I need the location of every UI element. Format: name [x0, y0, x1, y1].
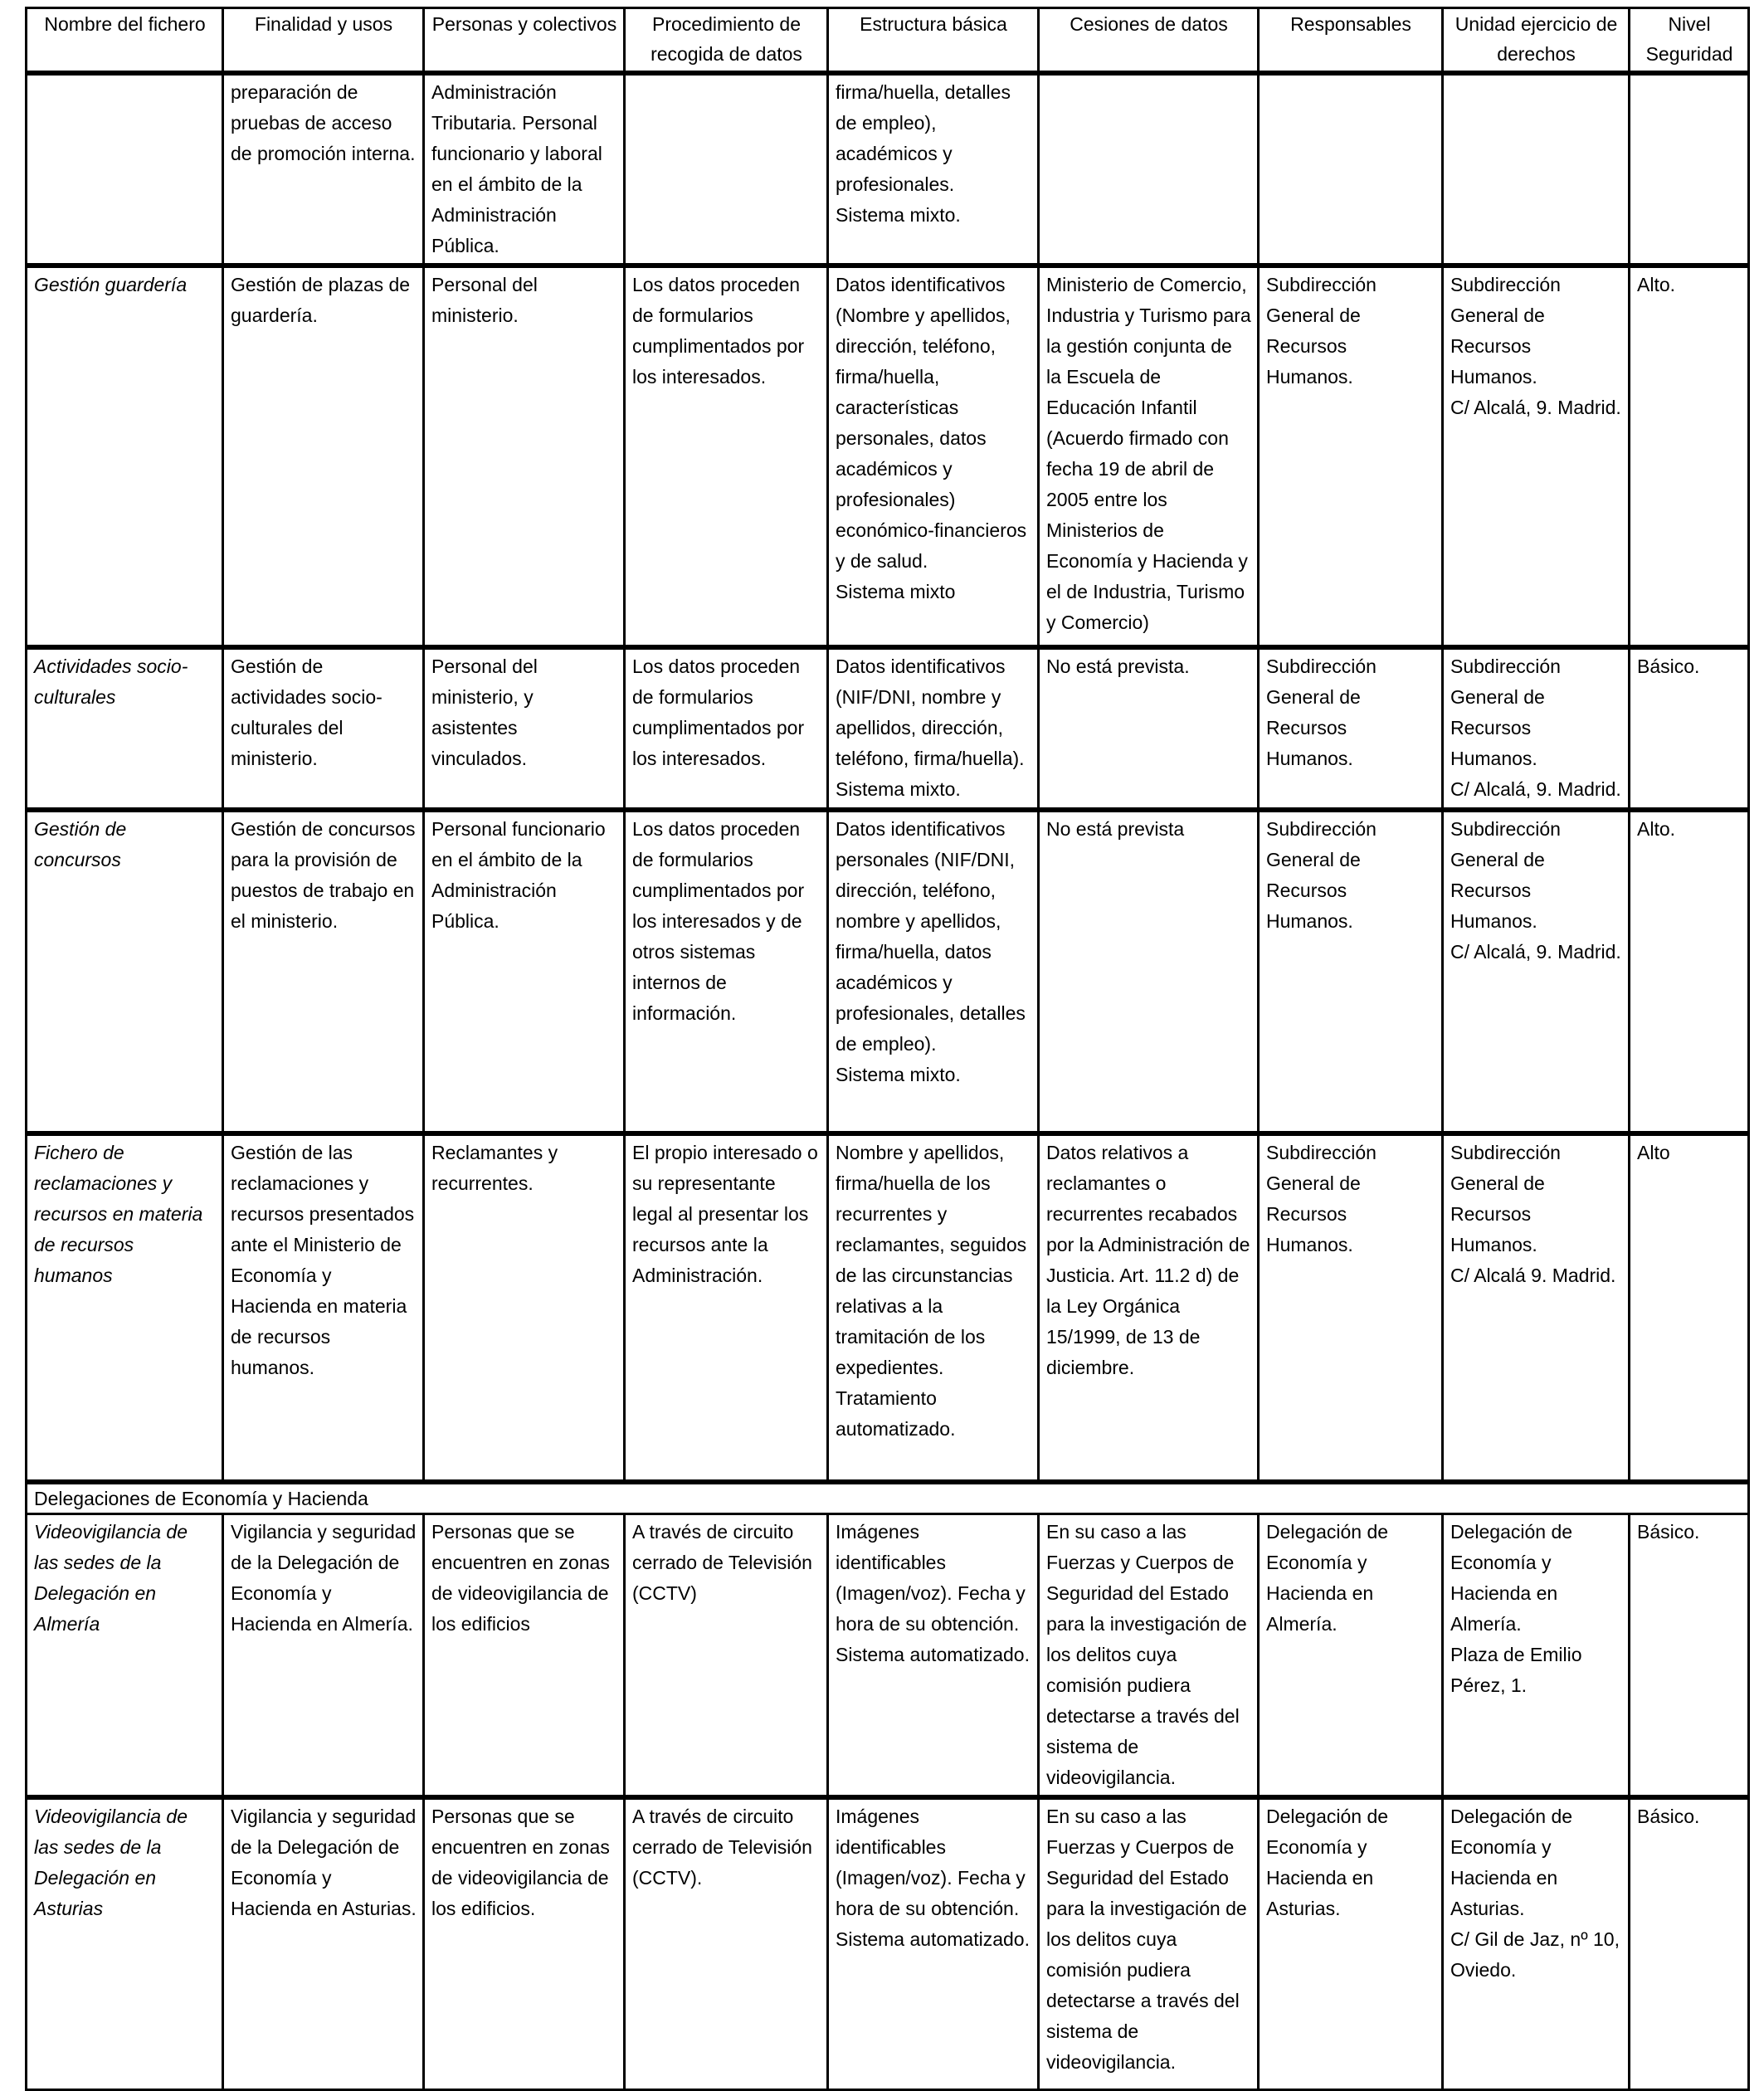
cell-text: Delegación de Economía y Hacienda en Asturias. C/ Gil de Jaz, nº 10, Oviedo.	[1450, 1806, 1620, 1981]
cell-text: Personas que se encuentren en zonas de videovigilancia de los edificios.	[431, 1806, 610, 1919]
header-procedimiento: Procedimiento de recogida de datos	[625, 8, 828, 74]
cell-text: Datos relativos a reclamantes o recurrentes recabados por la Administración de Justicia. Art. 11.2 d) de la Ley Orgánica 15/1999, de 13 de diciembre.	[1046, 1142, 1250, 1378]
cell-text: Ministerio de Comercio, Industria y Turismo para la gestión conjunta de la Escuela de Educación Infantil (Acuerdo firmado con fecha 19 de abril de 2005 entre los Ministerios de Economía y Hacienda y el de Industria, Turismo y Comercio)	[1046, 274, 1251, 633]
cell-text: Gestión de actividades socio-culturales del ministerio.	[231, 656, 383, 769]
cell-unidad	[1443, 266, 1630, 647]
table-row	[27, 1797, 1749, 2089]
cell-text: Videovigilancia de las sedes de la Delegación en Asturias	[34, 1806, 188, 1919]
cell-text: Subdirección General de Recursos Humanos.	[1266, 1142, 1377, 1255]
cell-procedimiento	[625, 266, 828, 647]
cell-text: Videovigilancia de las sedes de la Delegación en Almería	[34, 1521, 188, 1635]
cell-text: Datos identificativos (NIF/DNI, nombre y apellidos, dirección, teléfono, firma/huella). Sistema mixto.	[836, 656, 1025, 800]
table-row	[27, 1133, 1749, 1482]
cell-nombre	[27, 810, 223, 1133]
cell-text: No está prevista.	[1046, 656, 1190, 677]
cell-responsables	[1259, 266, 1443, 647]
cell-estructura	[828, 647, 1039, 810]
cell-procedimiento	[625, 73, 828, 266]
cell-text: preparación de pruebas de acceso de promoción interna.	[231, 81, 416, 164]
cell-nivel	[1630, 810, 1749, 1133]
cell-text: El propio interesado o su representante legal al presentar los recursos ante la Administración.	[632, 1142, 818, 1286]
cell-text: No está prevista	[1046, 818, 1185, 840]
cell-text: Los datos proceden de formularios cumplimentados por los interesados y de otros sistemas internos de información.	[632, 818, 805, 1024]
cell-procedimiento	[625, 810, 828, 1133]
cell-text: Imágenes identificables (Imagen/voz). Fecha y hora de su obtención. Sistema automatizado.	[836, 1806, 1030, 1950]
cell-nivel	[1630, 73, 1749, 266]
cell-responsables	[1259, 73, 1443, 266]
cell-text: firma/huella, detalles de empleo), académicos y profesionales. Sistema mixto.	[836, 81, 1011, 226]
cell-cesiones	[1039, 1514, 1259, 1798]
table-row	[27, 810, 1749, 1133]
cell-nombre	[27, 266, 223, 647]
header-finalidad: Finalidad y usos	[223, 8, 424, 74]
cell-procedimiento	[625, 647, 828, 810]
cell-text: Datos identificativos (Nombre y apellidos, dirección, teléfono, firma/huella, características personales, datos académicos y profesionales) económico-financieros y de salud. Sistema mixto	[836, 274, 1027, 602]
cell-responsables	[1259, 1797, 1443, 2089]
cell-text: Nombre y apellidos, firma/huella de los recurrentes y reclamantes, seguidos de las circunstancias relativas a la tramitación de los expedientes. Tratamiento automatizado.	[836, 1142, 1027, 1440]
cell-text: Datos identificativos personales (NIF/DNI, dirección, teléfono, nombre y apellidos, firma/huella, datos académicos y profesionales, detalles de empleo). Sistema mixto.	[836, 818, 1026, 1085]
cell-finalidad	[223, 1797, 424, 2089]
cell-finalidad	[223, 1133, 424, 1482]
cell-text: Personas que se encuentren en zonas de videovigilancia de los edificios	[431, 1521, 610, 1635]
table-row	[27, 73, 1749, 266]
cell-text: Subdirección General de Recursos Humanos.	[1266, 274, 1377, 387]
cell-text: Subdirección General de Recursos Humanos.	[1266, 656, 1377, 769]
table-row	[27, 1514, 1749, 1798]
cell-finalidad	[223, 810, 424, 1133]
cell-text: Gestión de plazas de guardería.	[231, 274, 411, 326]
cell-text: Fichero de reclamaciones y recursos en materia de recursos humanos	[34, 1142, 203, 1286]
cell-unidad	[1443, 1797, 1630, 2089]
cell-unidad	[1443, 647, 1630, 810]
cell-nombre	[27, 73, 223, 266]
cell-text: Básico.	[1637, 1521, 1700, 1543]
cell-text: Los datos proceden de formularios cumplimentados por los interesados.	[632, 656, 805, 769]
cell-text: Subdirección General de Recursos Humanos. C/ Alcalá, 9. Madrid.	[1450, 274, 1621, 418]
cell-text: Delegación de Economía y Hacienda en Almería. Plaza de Emilio Pérez, 1.	[1450, 1521, 1582, 1696]
cell-text: Subdirección General de Recursos Humanos. C/ Alcalá, 9. Madrid.	[1450, 656, 1621, 800]
cell-unidad	[1443, 1133, 1630, 1482]
cell-text: Alto	[1637, 1142, 1670, 1163]
cell-unidad	[1443, 73, 1630, 266]
cell-estructura	[828, 810, 1039, 1133]
cell-nombre	[27, 1514, 223, 1798]
cell-text: Gestión de concursos	[34, 818, 127, 870]
cell-text: En su caso a las Fuerzas y Cuerpos de Seguridad del Estado para la investigación de los delitos cuya comisión pudiera detectarse a través del sistema de videovigilancia.	[1046, 1806, 1247, 2073]
cell-estructura	[828, 1133, 1039, 1482]
cell-text: Delegación de Economía y Hacienda en Asturias.	[1266, 1806, 1389, 1919]
cell-text: Subdirección General de Recursos Humanos. C/ Alcalá, 9. Madrid.	[1450, 818, 1621, 963]
cell-text: Personal del ministerio, y asistentes vinculados.	[431, 656, 538, 769]
cell-procedimiento	[625, 1133, 828, 1482]
cell-nivel	[1630, 647, 1749, 810]
cell-responsables	[1259, 1133, 1443, 1482]
header-cesiones: Cesiones de datos	[1039, 8, 1259, 74]
files-register-table	[25, 7, 1750, 2091]
cell-estructura	[828, 1514, 1039, 1798]
cell-responsables	[1259, 647, 1443, 810]
cell-personas	[424, 810, 625, 1133]
cell-unidad	[1443, 810, 1630, 1133]
cell-personas	[424, 1514, 625, 1798]
cell-text: En su caso a las Fuerzas y Cuerpos de Seguridad del Estado para la investigación de los delitos cuya comisión pudiera detectarse a través del sistema de videovigilancia.	[1046, 1521, 1247, 1788]
header-nivel: Nivel Seguridad	[1630, 8, 1749, 74]
cell-text: Subdirección General de Recursos Humanos. C/ Alcalá 9. Madrid.	[1450, 1142, 1616, 1286]
header-personas: Personas y colectivos	[424, 8, 625, 74]
cell-text: Los datos proceden de formularios cumplimentados por los interesados.	[632, 274, 805, 387]
cell-text: Vigilancia y seguridad de la Delegación de Economía y Hacienda en Asturias.	[231, 1806, 417, 1919]
cell-text: Actividades socio-culturales	[34, 656, 188, 708]
cell-personas	[424, 266, 625, 647]
cell-text: Gestión de concursos para la provisión de puestos de trabajo en el ministerio.	[231, 818, 416, 932]
cell-responsables	[1259, 1514, 1443, 1798]
cell-cesiones	[1039, 647, 1259, 810]
cell-nivel	[1630, 1514, 1749, 1798]
cell-nombre	[27, 1797, 223, 2089]
cell-unidad	[1443, 1514, 1630, 1798]
cell-text: Personal funcionario en el ámbito de la Administración Pública.	[431, 818, 606, 932]
cell-finalidad	[223, 647, 424, 810]
cell-personas	[424, 647, 625, 810]
cell-text: Alto.	[1637, 818, 1676, 840]
cell-text: Gestión de las reclamaciones y recursos presentados ante el Ministerio de Economía y Hacienda en materia de recursos humanos.	[231, 1142, 415, 1378]
cell-personas	[424, 1133, 625, 1482]
cell-nivel	[1630, 1797, 1749, 2089]
cell-responsables	[1259, 810, 1443, 1133]
cell-personas	[424, 73, 625, 266]
cell-nivel	[1630, 1133, 1749, 1482]
cell-finalidad	[223, 266, 424, 647]
cell-nombre	[27, 1133, 223, 1482]
table-row	[27, 647, 1749, 810]
cell-text: A través de circuito cerrado de Televisión (CCTV)	[632, 1521, 812, 1604]
cell-text: Personal del ministerio.	[431, 274, 538, 326]
cell-text: Reclamantes y recurrentes.	[431, 1142, 558, 1194]
cell-finalidad	[223, 1514, 424, 1798]
cell-text: A través de circuito cerrado de Televisión (CCTV).	[632, 1806, 812, 1889]
header-estructura: Estructura básica	[828, 8, 1039, 74]
cell-finalidad	[223, 73, 424, 266]
header-responsables: Responsables	[1259, 8, 1443, 74]
header-nombre: Nombre del fichero	[27, 8, 223, 74]
cell-procedimiento	[625, 1797, 828, 2089]
cell-nombre	[27, 647, 223, 810]
cell-text: Básico.	[1637, 1806, 1700, 1827]
cell-text: Básico.	[1637, 656, 1700, 677]
cell-personas	[424, 1797, 625, 2089]
cell-text: Alto.	[1637, 274, 1676, 295]
cell-cesiones	[1039, 1797, 1259, 2089]
cell-text: Gestión guardería	[34, 274, 188, 295]
cell-text: Vigilancia y seguridad de la Delegación de Economía y Hacienda en Almería.	[231, 1521, 417, 1635]
cell-estructura	[828, 266, 1039, 647]
cell-estructura	[828, 73, 1039, 266]
cell-estructura	[828, 1797, 1039, 2089]
cell-text: Imágenes identificables (Imagen/voz). Fecha y hora de su obtención. Sistema automatizado.	[836, 1521, 1030, 1665]
section-header-row	[27, 1482, 1749, 1514]
cell-nivel	[1630, 266, 1749, 647]
header-row	[27, 8, 1749, 74]
cell-cesiones	[1039, 73, 1259, 266]
cell-cesiones	[1039, 810, 1259, 1133]
cell-text: Delegación de Economía y Hacienda en Almería.	[1266, 1521, 1389, 1635]
section-title: Delegaciones de Economía y Hacienda	[27, 1482, 1749, 1514]
table-row	[27, 266, 1749, 647]
header-unidad: Unidad ejercicio de derechos	[1443, 8, 1630, 74]
cell-cesiones	[1039, 1133, 1259, 1482]
cell-procedimiento	[625, 1514, 828, 1798]
cell-text: Administración Tributaria. Personal funcionario y laboral en el ámbito de la Administración Pública.	[431, 81, 602, 256]
cell-text: Subdirección General de Recursos Humanos.	[1266, 818, 1377, 932]
cell-cesiones	[1039, 266, 1259, 647]
